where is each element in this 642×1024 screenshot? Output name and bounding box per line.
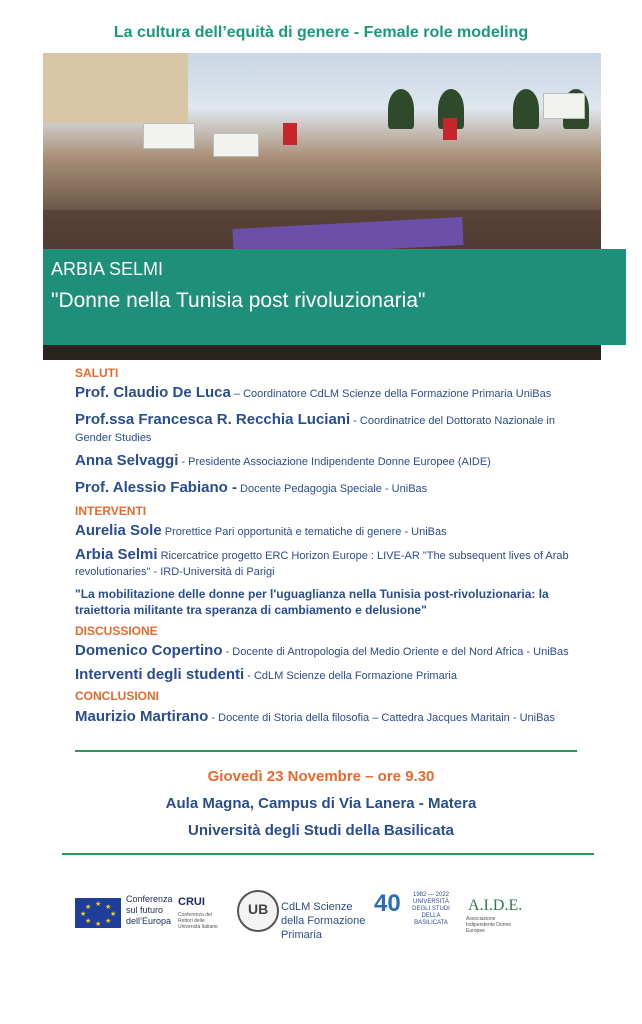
event-place: Aula Magna, Campus di Via Lanera - Matera (165, 795, 477, 812)
protest-sign (543, 93, 585, 119)
crui-logo: CRUI (178, 896, 205, 908)
talk-line: traiettoria militante tra speranza di cambiamento e delusione" (75, 603, 427, 617)
logo-bar (0, 880, 642, 950)
program-entry: Domenico Copertino - Docente di Antropologia del Medio Oriente e del Nord Africa - UniBas (75, 642, 569, 659)
aide-logo: A.I.D.E. (468, 897, 523, 914)
eu-flag-icon: ★ ★ ★ ★ ★ ★ ★ ★ (75, 898, 121, 928)
talk-line: "La mobilitazione delle donne per l'uguaglianza nella Tunisia post-rivoluzionaria: la (75, 587, 549, 601)
divider (75, 750, 577, 752)
page-title: La cultura dell’equità di genere - Female role modeling (113, 24, 529, 41)
program-entry: Aurelia Sole Prorettice Pari opportunità e tematiche di genere - UniBas (75, 522, 447, 539)
section-interventi: INTERVENTI (75, 504, 147, 518)
event-university: Università degli Studi della Basilicata (188, 822, 454, 839)
unibas-logo: 1982 — 2022 UNIVERSITÀ DEGLI STUDI DELLA BASILICATA (412, 892, 450, 926)
crui-subtitle: Conferenza dei Rettori delle Università Italiane (178, 912, 218, 930)
program-entry: Anna Selvaggi - Presidente Associazione Indipendente Donne Europee (AIDE) (75, 452, 491, 469)
program-entry: Interventi degli studenti - CdLM Scienze della Formazione Primaria (75, 666, 457, 683)
protest-sign (213, 133, 259, 157)
conference-logo: Conferenza sul futuro dell’Europa (126, 894, 173, 926)
flag (443, 118, 457, 140)
photo-strip (43, 345, 601, 360)
talk-title: "Donne nella Tunisia post rivoluzionaria" (51, 289, 426, 312)
building (43, 53, 188, 123)
aide-subtitle: Associazione Indipendente Donne Europee (466, 916, 512, 934)
section-conclusioni: CONCLUSIONI (75, 689, 159, 703)
protest-sign (143, 123, 195, 149)
program-entry: Arbia Selmi Ricercatrice progetto ERC Horizon Europe : LIVE-AR "The subsequent lives of Arab (75, 546, 569, 563)
palm-tree (388, 89, 414, 129)
palm-tree (513, 89, 539, 129)
program-entry-cont: revolutionaries" - IRD-Università di Parigi (75, 566, 275, 578)
program-entry: Prof. Claudio De Luca – Coordinatore CdLM Scienze della Formazione Primaria UniBas (75, 384, 552, 401)
anniversary-logo: 40 (374, 890, 401, 917)
program-entry: Maurizio Martirano - Docente di Storia della filosofia – Cattedra Jacques Maritain - UniBas (75, 708, 556, 725)
program-entry: Prof.ssa Francesca R. Recchia Luciani - Coordinatrice del Dottorato Nazionale in (75, 411, 555, 428)
section-saluti: SALUTI (75, 366, 119, 380)
speaker-banner (43, 249, 626, 345)
flag (283, 123, 297, 145)
program-entry-cont: Gender Studies (75, 432, 152, 444)
cdlm-logo-text: CdLM Scienze della Formazione Primaria (281, 901, 366, 941)
university-seal-icon: UB (237, 890, 279, 932)
speaker-name: ARBIA SELMI (51, 259, 164, 279)
program-entry: Prof. Alessio Fabiano - Docente Pedagogia Speciale - UniBas (75, 479, 428, 496)
event-date: Giovedì 23 Novembre – ore 9.30 (207, 768, 435, 785)
divider (62, 853, 594, 855)
section-discussione: DISCUSSIONE (75, 624, 158, 638)
